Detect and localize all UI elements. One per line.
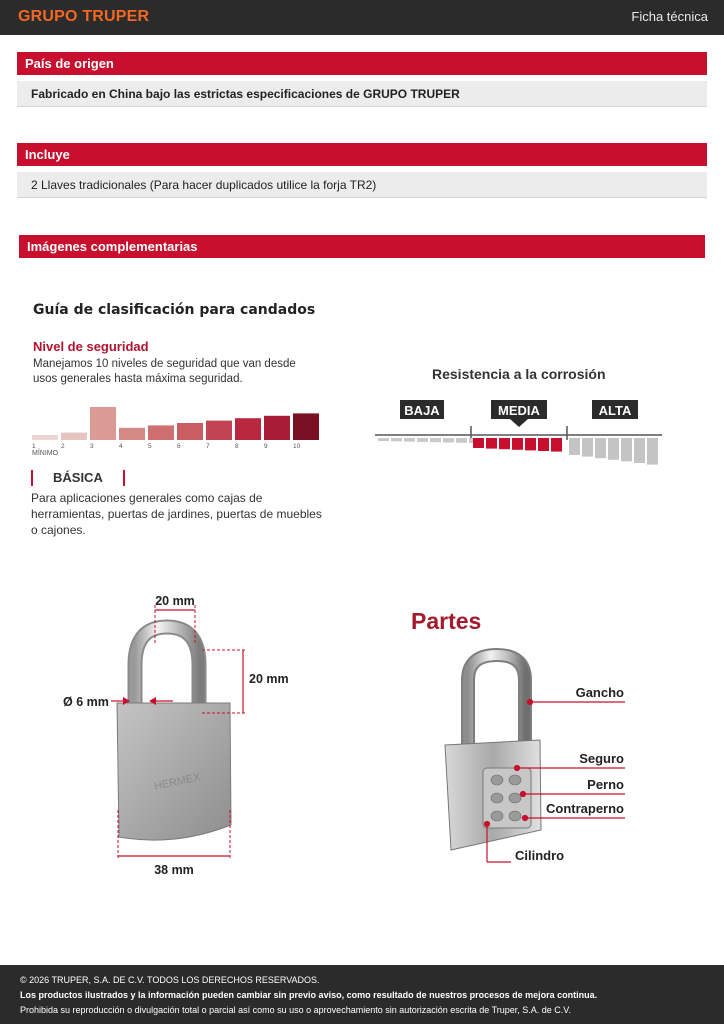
body-width-label: 38 mm [154,863,194,877]
security-level-number-2: 2 [61,443,65,450]
corrosion-tick-low-1 [378,438,389,441]
corrosion-title: Resistencia a la corrosión [432,366,606,382]
shackle [135,627,199,715]
security-level-bar-5 [148,425,174,440]
security-level-bar-3 [90,407,116,440]
security-level-number-3: 3 [90,443,94,450]
padlock-parts-drawing [405,600,635,870]
corrosion-tick-low-7 [456,438,467,443]
security-level-title: Nivel de seguridad [33,339,149,354]
truper-logo: GRUPO TRUPER [18,8,150,25]
corrosion-tick-low-4 [417,438,428,442]
corrosion-scale [372,396,666,468]
security-level-bar-7 [206,421,232,440]
section-includes-title: Incluye [17,143,707,166]
corrosion-tick-low-2 [391,438,402,441]
leader-seguro-dot [515,766,520,771]
corrosion-tick-mid-3 [499,438,510,449]
part-label-perno: Perno [587,777,624,792]
security-level-number-9: 9 [264,443,268,450]
basic-level-description: Para aplicaciones generales como cajas de herramientas, puertas de jardines, puertas de muebles o cajones. [31,491,322,537]
security-level-number-7: 7 [206,443,210,450]
footer-copyright: © 2026 TRUPER, S.A. DE C.V. TODOS LOS DERECHOS RESERVADOS. [20,975,320,985]
corrosion-tick-low-3 [404,438,415,442]
security-level-bar-4 [119,428,145,440]
leader-contraperno-dot [523,816,528,821]
part-label-contraperno: Contraperno [546,801,624,816]
corrosion-mid-label: MEDIA [498,403,540,418]
corrosion-tick-high-6 [634,438,645,463]
document-type-label: Ficha técnica [631,9,708,24]
footer-notice: Los productos ilustrados y la información pueden cambiar sin previo aviso, como resultado de nuestros procesos de mejora continua. [20,990,598,1000]
corrosion-tick-low-5 [430,438,441,442]
corrosion-tick-high-5 [621,438,632,461]
padlock-dimensions-drawing [55,585,305,885]
security-level-bar-6 [177,423,203,440]
corrosion-tick-mid-2 [486,438,497,449]
security-level-bar-10 [293,413,319,440]
corrosion-tick-mid-7 [551,438,562,452]
leader-perno-dot [521,792,526,797]
security-level-bar-1 [32,435,58,440]
padlock-body [117,703,231,840]
part-label-cilindro: Cilindro [515,848,565,863]
shackle-width-label: 20 mm [155,594,195,608]
security-level-number-8: 8 [235,443,239,450]
shackle-clearance-label: 20 mm [249,672,289,686]
security-level-number-5: 5 [148,443,152,450]
corrosion-ticks [378,438,658,465]
corrosion-tick-high-1 [569,438,580,455]
corrosion-tick-mid-1 [473,438,484,448]
security-level-bar-2 [61,433,87,440]
footer-prohibition: Prohibida su reproducción o divulgación total o parcial así como su uso o aprovechamiento sin autorización escrita de Truper, S.A. de C.V. [20,1005,571,1015]
security-level-description: Manejamos 10 niveles de seguridad que van desde usos generales hasta máxima seguridad. [33,358,296,385]
corrosion-tick-high-2 [582,438,593,457]
minimum-label: MÍNIMO [32,450,59,457]
security-level-scale [30,400,322,452]
corrosion-low-label: BAJA [404,403,440,418]
corrosion-tick-mid-6 [538,438,549,451]
section-origin-title: País de origen [17,52,707,75]
corrosion-tick-high-4 [608,438,619,460]
security-level-number-10: 10 [293,443,301,450]
leader-gancho-dot [528,700,533,705]
shackle-diameter-label: Ø 6 mm [63,695,109,709]
section-includes-text: 2 Llaves tradicionales (Para hacer duplicados utilice la forja TR2) [17,172,707,198]
leader-cilindro-dot [485,822,490,827]
corrosion-tick-mid-5 [525,438,536,450]
security-level-number-1: 1 [32,443,36,450]
security-level-bar-8 [235,418,261,440]
top-bar [0,0,724,35]
section-origin-text: Fabricado en China bajo las estrictas especificaciones de GRUPO TRUPER [17,81,707,107]
corrosion-tick-high-7 [647,438,658,465]
corrosion-tick-low-6 [443,438,454,443]
footer [0,965,724,1024]
security-level-number-4: 4 [119,443,123,450]
corrosion-tick-high-3 [595,438,606,458]
security-level-number-6: 6 [177,443,181,450]
basic-level-label: BÁSICA [31,470,125,486]
corrosion-high-label: ALTA [598,403,632,418]
security-level-bar-9 [264,416,290,440]
section-images-title: Imágenes complementarias [19,235,705,258]
brand-mark: HERMEX [153,771,202,793]
part-label-gancho: Gancho [575,685,624,700]
corrosion-pointer-icon [510,419,528,427]
corrosion-tick-mid-4 [512,438,523,450]
parts-title: Partes [411,608,482,634]
part-label-seguro: Seguro [579,751,624,766]
guide-title: Guía de clasificación para candados [33,302,316,318]
